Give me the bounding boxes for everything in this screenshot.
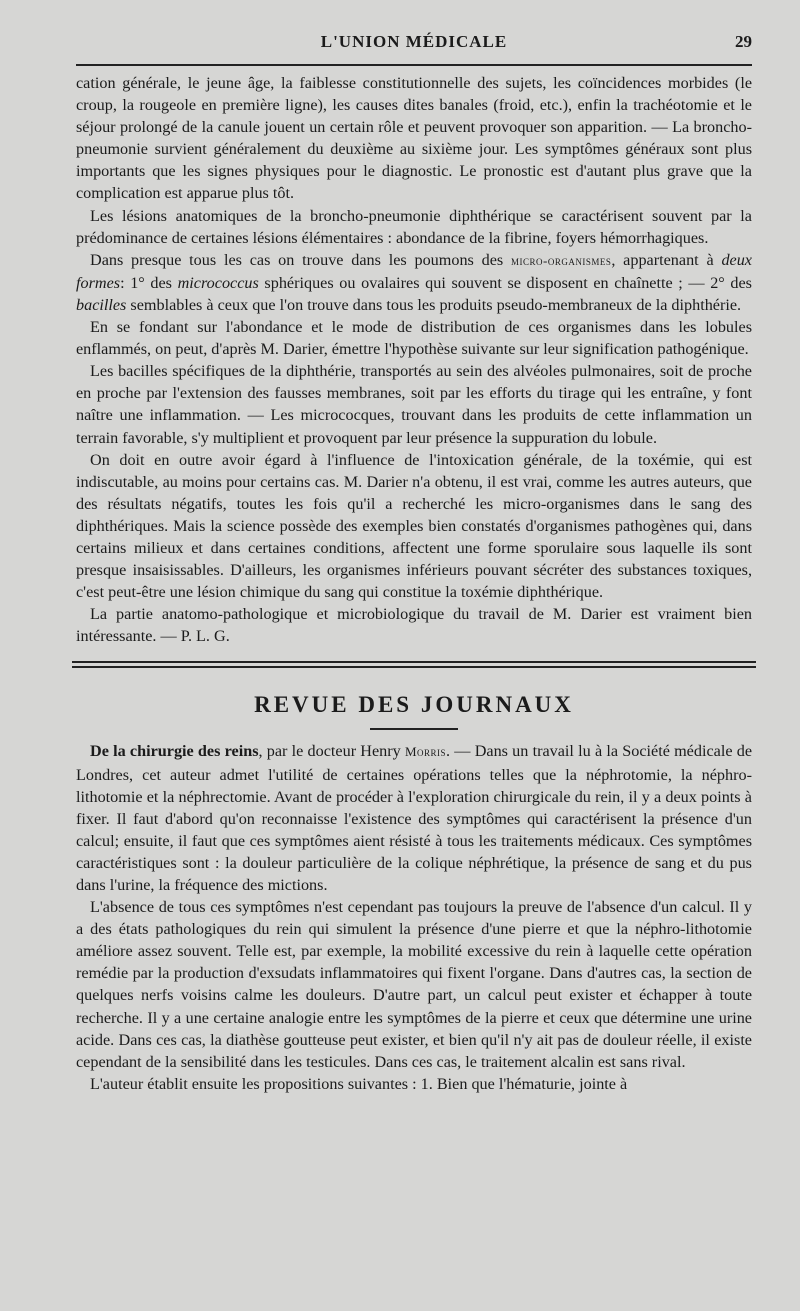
- running-title: L'UNION MÉDICALE: [320, 32, 508, 51]
- paragraph: L'auteur établit ensuite les propositions suivantes : 1. Bien que l'hématurie, jointe à: [90, 1074, 628, 1093]
- text-run: . — Dans un travail lu à la Société médicale de Londres, cet auteur admet l'utilité de certaines opérations telles que la néphrotomie, la néphro-lithotomie et la néphrectomie. Avant de procéder à l'exploration chirurgicale du rein, il y a deux points à fixer. Il faut d'abord qu'on reconnaisse l'existence des symptômes qui caractérisent la présence d'un calcul; ensuite, il faut que ces symptômes aient résisté à tous les traitements médicaux. Ces symptômes caractéristiques sont : la douleur particulière de la colique néphrétique, la présence de sang et du pus dans l'urine, la fréquence des mictions.: [76, 742, 752, 894]
- paragraph: Les lésions anatomiques de la broncho-pneumonie diphthérique se caractérisent souvent par la prédominance de certaines lésions élémentaires : abondance de la fibrine, foyers hémorrhagiques.: [76, 206, 752, 247]
- paragraph: cation générale, le jeune âge, la faiblesse constitutionnelle des sujets, les coïncidences morbides (le croup, la rougeole en première ligne), les causes dites banales (froid, etc.), enfin la trachéotomie et le séjour prolongé de la canule jouent un certain rôle et peuvent provoquer son apparition. — La broncho-pneumonie survient généralement du deuxième au sixième jour. Les symptômes généraux sont plus importants que les signes physiques pour le diagnostic. Le pronostic est d'autant plus grave que la complication est apparue plus tôt.: [76, 74, 752, 203]
- article-lede: De la chirurgie des reins: [90, 742, 259, 761]
- italic-term: micrococcus: [177, 273, 259, 292]
- text-run: : 1° des: [120, 273, 178, 292]
- paragraph: [76, 249, 752, 316]
- article-diphtheria: [76, 72, 752, 647]
- page-number: 29: [735, 32, 752, 51]
- article-kidney-surgery: [76, 740, 752, 1095]
- small-caps-term: micro-organismes: [511, 252, 612, 268]
- paragraph: La partie anatomo-pathologique et microbiologique du travail de M. Darier est vraiment bien intéressante. — P. L. G.: [76, 605, 752, 646]
- title-underline: [370, 728, 458, 730]
- text-run: , par le docteur Henry: [258, 742, 405, 761]
- paragraph: Les bacilles spécifiques de la diphthérie, transportés au sein des alvéoles pulmonaires, soit de proche en proche par l'extension des fausses membranes, soit par les efforts du tirage qui les entraîne, y font naître une inflammation. — Les micrococques, trouvant dans les produits de cette inflammation un terrain favorable, s'y multiplient et provoquent par leur présence la suppuration du lobule.: [76, 362, 752, 447]
- paragraph: On doit en outre avoir égard à l'influence de l'intoxication générale, de la toxémie, qui est indiscutable, au moins pour certains cas. M. Darier n'a obtenu, il est vrai, comme les autres auteurs, que des résultats négatifs, toutes les fois qu'il a recherché les micro-organismes dans le sang des diphthériques. Mais la science possède des exemples bien constatés d'organismes pathogènes qui, dans certains milieux et dans certaines conditions, affectent une forme sporulaire sous laquelle ils sont presque insaisissables. D'ailleurs, les organismes inférieurs pouvant sécréter des substances toxiques, c'est peut-être une lésion chimique du sang qui constitue la toxémie diphthérique.: [76, 450, 752, 602]
- section-divider: [72, 661, 756, 668]
- author-name: Morris: [404, 744, 447, 760]
- section-title: REVUE DES JOURNAUX: [254, 692, 574, 718]
- page-header: [76, 28, 752, 56]
- paragraph: L'absence de tous ces symptômes n'est cependant pas toujours la preuve de l'absence d'un calcul. Il y a des états pathologiques du rein qui simulent la présence d'une pierre et que la néphro-lithotomie améliore assez souvent. Telle est, par exemple, la mobilité excessive du rein à laquelle cette opération remédie par la production d'exsudats inflammatoires qui fixent l'organe. Dans d'autres cas, la section de quelques nerfs voisins calme les douleurs. D'autre part, un calcul peut exister et échapper à toute recherche. Il y a une certaine analogie entre les symptômes de la pierre et ceux que détermine une urine acide. Dans ces cas, la diathèse goutteuse peut exister, et bien qu'il n'y ait pas de douleur réelle, il existe cependant de la sensibilité dans les testicules. Dans ces cas, le traitement alcalin est sans rival.: [76, 898, 752, 1071]
- paragraph: En se fondant sur l'abondance et le mode de distribution de ces organismes dans les lobules enflammés, on peut, d'après M. Darier, émettre l'hypothèse suivante sur leur signification pathogénique.: [76, 318, 752, 359]
- italic-term: bacilles: [76, 295, 127, 314]
- italic-term: deux formes: [76, 250, 752, 292]
- text-run: sphériques ou ovalaires qui souvent se disposent en chaînette ; — 2° des: [258, 273, 752, 292]
- header-rule: [76, 64, 752, 66]
- text-run: , appartenant à: [611, 250, 722, 269]
- text-run: Dans presque tous les cas on trouve dans les poumons des: [90, 250, 511, 269]
- paragraph: [76, 740, 752, 896]
- text-run: semblables à ceux que l'on trouve dans tous les produits pseudo-membraneux de la diphthérie.: [126, 295, 742, 314]
